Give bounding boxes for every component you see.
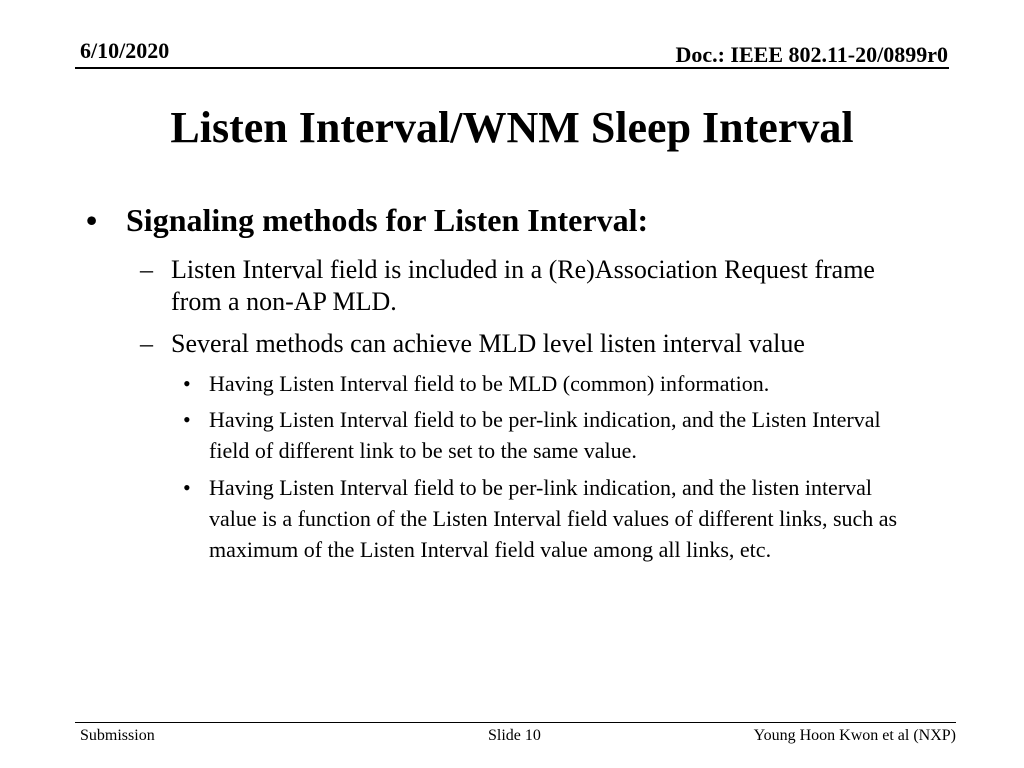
sub-bullet-2-text: Several methods can achieve MLD level listen interval value bbox=[171, 329, 805, 358]
bullet-marker: • bbox=[183, 371, 191, 396]
sub-sub-bullet-2 bbox=[183, 404, 913, 466]
sub-sub-bullet-3-text: Having Listen Interval field to be per-link indication, and the listen interval value is a function of the Listen Interval field values of different links, such as maximum of the Listen Interval field value among all links, etc. bbox=[209, 475, 898, 562]
footer-author: Young Hoon Kwon et al (NXP) bbox=[753, 727, 956, 744]
slide-title: Listen Interval/WNM Sleep Interval bbox=[170, 103, 854, 152]
header-doc-id: Doc.: IEEE 802.11-20/0899r0 bbox=[675, 42, 948, 67]
sub-sub-bullet-2-text: Having Listen Interval field to be per-link indication, and the Listen Interval field of different link to be set to the same value. bbox=[209, 407, 881, 463]
sub-bullet-1 bbox=[140, 254, 880, 318]
footer-slide-number: Slide 10 bbox=[488, 727, 541, 744]
sub-bullet-1-text: Listen Interval field is included in a (Re)Association Request frame from a non-AP MLD. bbox=[171, 255, 875, 316]
sub-sub-bullet-3 bbox=[183, 472, 913, 565]
footer-divider bbox=[75, 722, 956, 723]
dash-marker: – bbox=[140, 255, 153, 284]
dash-marker: – bbox=[140, 329, 153, 358]
bullet-marker: • bbox=[183, 475, 191, 500]
header-date: 6/10/2020 bbox=[80, 38, 170, 63]
header-divider bbox=[75, 67, 949, 69]
bullet-marker: • bbox=[86, 202, 98, 238]
sub-sub-bullet-1 bbox=[183, 368, 913, 399]
footer-submission: Submission bbox=[80, 727, 155, 744]
bullet-level1-text: Signaling methods for Listen Interval: bbox=[126, 202, 649, 238]
sub-bullet-2 bbox=[140, 328, 880, 360]
sub-sub-bullet-1-text: Having Listen Interval field to be MLD (common) information. bbox=[209, 371, 770, 396]
bullet-marker: • bbox=[183, 407, 191, 432]
